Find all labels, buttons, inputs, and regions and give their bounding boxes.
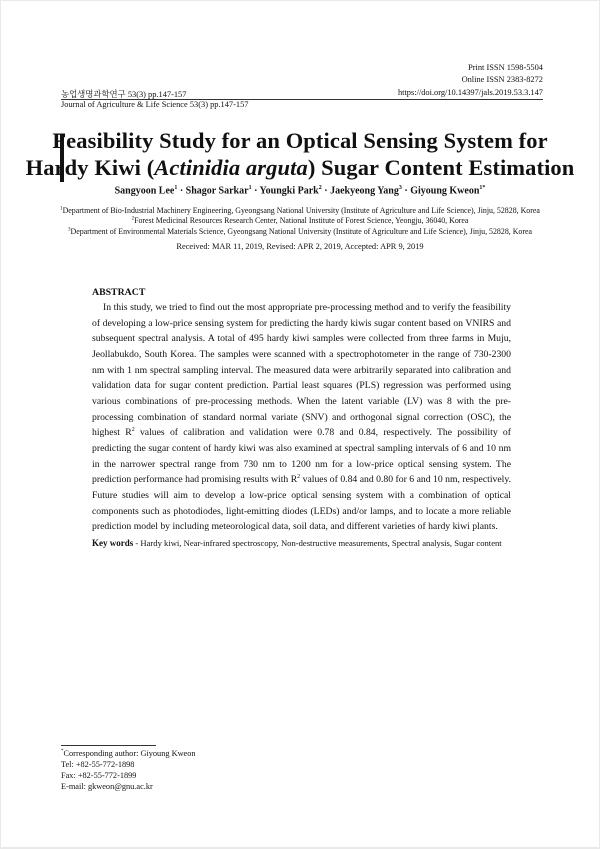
author-affiliation-mark: 1* <box>479 185 486 191</box>
abstract-text: values of 0.84 and 0.80 for 6 and 10 nm, respectively. Future studies will aim to develop a low-price optical sensing system with a combination of optical components such as photodiodes, light-emitting diodes (LEDs) and/or lamps, and to locate a more reliable prediction model by including meteorological data, soil data, and different varieties of hardy kiwi plants. <box>92 474 511 533</box>
author-name: Jaekyeong Yang <box>330 185 399 197</box>
doi-link[interactable]: https://doi.org/10.14397/jals.2019.53.3.147 <box>397 88 543 97</box>
author-affiliation-mark: 1 <box>174 185 178 191</box>
author-separator: · <box>401 185 411 197</box>
affiliation-mark: 2 <box>131 216 135 222</box>
footnote-mark: * <box>61 749 64 755</box>
author-name: Giyoung Kweon <box>410 185 480 197</box>
tel: Tel: +82-55-772-1898 <box>61 760 135 769</box>
abstract-text: In this study, we tried to find out the most appropriate pre-processing method and to verify the feasibility of developing a low-price sensing system for predicting the hardy kiwis sugar content based on VNIRS and subsequent spectral analysis. A total of 495 hardy kiwi samples were collected from three farms in Muju, Jeollabukdo, South Korea. The samples were scanned with a spectrophotometer in the range of 730-2300 nm with 1 nm spectral sampling interval. The measured data were arbitrarily separated into calibration and validation data for sugar content prediction. Partial least squares (PLS) regression was performed using various combinations of pre-processing methods. When the latent variable (LV) was 8 with the pre-processing combination of standard normal variate (SNV) and orthogonal signal correction (OSC), the highest R <box>92 302 511 439</box>
affiliation-text: Forest Medicinal Resources Research Center, National Institute of Forest Science, Yeongju, 36040, Korea <box>134 216 469 225</box>
received-dates: Received: MAR 11, 2019, Revised: APR 2, 2019, Accepted: APR 9, 2019 <box>176 242 424 251</box>
footnote-rule <box>61 745 156 746</box>
journal-korean: 농업생명과학연구 53(3) pp.147-157 <box>61 90 187 99</box>
corresponding-text: Corresponding author: Giyoung Kweon <box>63 749 196 758</box>
affiliation-text: Department of Environmental Materials Science, Gyeongsang National University (Institute of Agriculture and Life Science), Jinju, 52828, Korea <box>70 227 532 236</box>
abstract-body <box>92 300 511 535</box>
affiliation-2 <box>1 216 599 225</box>
title-text: ) Sugar Content Estimation <box>307 155 575 180</box>
author-affiliation-mark: 2 <box>318 185 322 191</box>
abstract-heading: ABSTRACT <box>92 287 146 298</box>
journal-english: Journal of Agriculture & Life Science 53(3) pp.147-157 <box>61 100 249 109</box>
affiliation-mark: 1 <box>60 206 63 212</box>
keywords-text: - Hardy kiwi, Near-infrared spectroscopy, Non-destructive measurements, Spectral analysis, Sugar content <box>133 538 502 548</box>
paper-title-line-2 <box>1 155 599 181</box>
paper-title-line-1: Feasibility Study for an Optical Sensing System for <box>52 128 548 153</box>
author-separator: · <box>321 185 331 197</box>
author-name: Youngki Park <box>259 185 319 197</box>
affiliation-1 <box>1 206 599 215</box>
title-species: Actinidia arguta <box>154 155 308 180</box>
affiliation-3 <box>1 227 599 236</box>
abstract-text: values of calibration and validation were 0.78 and 0.84, respectively. The possibility of predicting the sugar content of hardy kiwi was also examined at spectral sampling intervals of 6 and 10 nm in the narrower spectral range from 730 nm to 1200 nm for a low-price optical sensing system. The prediction performance had promising results with R <box>92 427 511 486</box>
email[interactable]: E-mail: gkweon@gnu.ac.kr <box>61 782 153 791</box>
author-name: Sangyoon Lee <box>114 185 175 197</box>
author-list <box>1 185 599 196</box>
author-name: Shagor Sarkar <box>185 185 249 197</box>
superscript: 2 <box>297 473 301 480</box>
online-issn: Online ISSN 2383-8272 <box>461 75 543 84</box>
author-affiliation-mark: 3 <box>398 185 402 191</box>
author-separator: · <box>177 185 186 197</box>
title-text: Hardy Kiwi ( <box>25 155 155 180</box>
superscript: 2 <box>131 427 135 434</box>
fax: Fax: +82-55-772-1899 <box>61 771 137 780</box>
keywords <box>92 538 502 548</box>
keywords-label: Key words <box>92 538 134 548</box>
corresponding-author <box>61 749 196 758</box>
author-affiliation-mark: 1 <box>248 185 252 191</box>
paper-page <box>1 1 599 847</box>
print-issn: Print ISSN 1598-5504 <box>468 63 543 72</box>
affiliation-text: Department of Bio-Industrial Machinery Engineering, Gyeongsang National University (Institute of Agriculture and Life Science), Jinju, 52828, Korea <box>62 206 540 215</box>
author-separator: · <box>251 185 260 197</box>
affiliation-mark: 3 <box>68 227 71 233</box>
